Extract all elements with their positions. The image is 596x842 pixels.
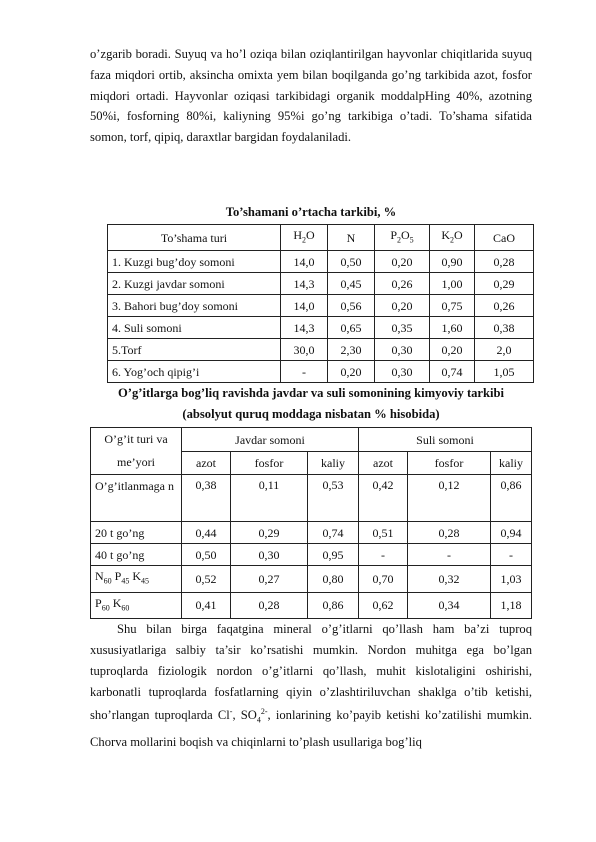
table-header-row bbox=[108, 224, 534, 250]
cell: 30,0 bbox=[281, 339, 328, 361]
subheader-nitrogen: azot bbox=[359, 451, 408, 475]
cell: 0,12 bbox=[408, 475, 491, 522]
header-rye-straw: Javdar somoni bbox=[182, 428, 359, 452]
row-label: 3. Bahori bug’doy somoni bbox=[108, 295, 281, 317]
cell: 0,26 bbox=[475, 295, 534, 317]
table2-title-line1: O’g’itlarga bog’liq ravishda javdar va suli somonining kimyoviy tarkibi bbox=[118, 386, 505, 401]
cell: 0,94 bbox=[491, 522, 532, 544]
header-bedding-type: To’shama turi bbox=[108, 224, 281, 250]
subheader-phosphorus: fosfor bbox=[408, 451, 491, 475]
row-label: O’g’itlanmaga n bbox=[91, 475, 182, 522]
cell: 0,26 bbox=[375, 273, 430, 295]
cell: 0,32 bbox=[408, 566, 491, 592]
cell: 0,28 bbox=[231, 592, 308, 618]
row-label-pk: $P_{60}$ $K_{60}$ bbox=[91, 592, 182, 618]
row-label: 20 t go’ng bbox=[91, 522, 182, 544]
cell: 0,62 bbox=[359, 592, 408, 618]
table2-title-line2: (absolyut quruq moddaga nisbatan % hisobida) bbox=[182, 407, 440, 422]
cell: 0,75 bbox=[430, 295, 475, 317]
cell: - bbox=[408, 544, 491, 566]
table2-title bbox=[90, 383, 532, 425]
cell: 0,42 bbox=[359, 475, 408, 522]
cell: 2,0 bbox=[475, 339, 534, 361]
cell: 0,38 bbox=[475, 317, 534, 339]
cell: 14,3 bbox=[281, 273, 328, 295]
cell: 0,28 bbox=[475, 251, 534, 273]
cell: 1,05 bbox=[475, 361, 534, 383]
cell: 0,80 bbox=[308, 566, 359, 592]
closing-paragraph: Shu bilan birga faqatgina mineral o’g’itlarni qo’llash ham ba’zi tuproq xususiyatlariga salbiy ta’sir ko’rsatishi mumkin. Nordon muhitga ega bo’lgan tuproqlarda fiziologik nordon o’g’itlarni qo’llash, muhit kislotaligini oshirishi, karbonatli tuproqlarda fosfatlarning qiyin o’zlashtiriluvchan shaklga o’tib ketishi, sho’rlangan tuproqlarda Cl-, $SO_4^{2-}$, ionlarining ko’payib ketishi ko’zatilishi mumkin. Chorva mollarini boqish va chiqinlarni to’plash usullariga bog’liq bbox=[90, 622, 532, 749]
table-row bbox=[91, 592, 532, 618]
cell: 0,90 bbox=[430, 251, 475, 273]
header-oat-straw: Suli somoni bbox=[359, 428, 532, 452]
row-label: 40 t go’ng bbox=[91, 544, 182, 566]
cell: 1,18 bbox=[491, 592, 532, 618]
cell: 0,50 bbox=[328, 251, 375, 273]
table1-title: To’shamani o’rtacha tarkibi, % bbox=[225, 204, 397, 219]
cell: 0,29 bbox=[475, 273, 534, 295]
cell: 0,28 bbox=[408, 522, 491, 544]
header-h2o: $H_2O$ bbox=[281, 224, 328, 250]
row-label: 6. Yog’och qipig’i bbox=[108, 361, 281, 383]
cell: 2,30 bbox=[328, 339, 375, 361]
cell: 0,30 bbox=[375, 361, 430, 383]
cell: 0,86 bbox=[491, 475, 532, 522]
header-fertilizer-type: O’g’it turi va me’yori bbox=[91, 428, 182, 475]
cell: 0,70 bbox=[359, 566, 408, 592]
cell: 14,0 bbox=[281, 251, 328, 273]
header-cao: CaO bbox=[475, 224, 534, 250]
table-row bbox=[91, 522, 532, 544]
cell: 1,03 bbox=[491, 566, 532, 592]
cell: 0,34 bbox=[408, 592, 491, 618]
cell: 0,41 bbox=[182, 592, 231, 618]
cell: 0,65 bbox=[328, 317, 375, 339]
cell: 0,20 bbox=[328, 361, 375, 383]
table-row bbox=[108, 361, 534, 383]
cell: 0,30 bbox=[231, 544, 308, 566]
subheader-potassium: kaliy bbox=[491, 451, 532, 475]
table-row bbox=[91, 566, 532, 592]
subheader-potassium: kaliy bbox=[308, 451, 359, 475]
row-label-npk: $N_{60}$ $P_{45}$ $K_{45}$ bbox=[91, 566, 182, 592]
cell: 1,60 bbox=[430, 317, 475, 339]
cell: 0,56 bbox=[328, 295, 375, 317]
cell: 0,20 bbox=[430, 339, 475, 361]
cell: 0,27 bbox=[231, 566, 308, 592]
cell: 0,44 bbox=[182, 522, 231, 544]
cell: 0,74 bbox=[308, 522, 359, 544]
cell: 0,53 bbox=[308, 475, 359, 522]
cell: 0,95 bbox=[308, 544, 359, 566]
cell: 0,86 bbox=[308, 592, 359, 618]
cell: 0,51 bbox=[359, 522, 408, 544]
cell: 0,30 bbox=[375, 339, 430, 361]
table-row bbox=[108, 295, 534, 317]
header-p2o5: $P_2O_5$ bbox=[375, 224, 430, 250]
cell: 0,50 bbox=[182, 544, 231, 566]
subheader-nitrogen: azot bbox=[182, 451, 231, 475]
cell: 0,74 bbox=[430, 361, 475, 383]
header-n: N bbox=[328, 224, 375, 250]
table-row bbox=[108, 251, 534, 273]
table-header-row bbox=[91, 428, 532, 452]
cell: 14,3 bbox=[281, 317, 328, 339]
table-row bbox=[108, 339, 534, 361]
cell: 0,52 bbox=[182, 566, 231, 592]
table-row bbox=[108, 317, 534, 339]
row-label: 4. Suli somoni bbox=[108, 317, 281, 339]
cell: 0,29 bbox=[231, 522, 308, 544]
table-row bbox=[108, 273, 534, 295]
cell: 0,38 bbox=[182, 475, 231, 522]
fertilizer-straw-composition-table bbox=[90, 427, 532, 619]
cell: 0,20 bbox=[375, 295, 430, 317]
subheader-phosphorus: fosfor bbox=[231, 451, 308, 475]
cell: - bbox=[359, 544, 408, 566]
cell: 0,11 bbox=[231, 475, 308, 522]
table-row bbox=[91, 475, 532, 522]
intro-paragraph: o’zgarib boradi. Suyuq va ho’l oziqa bilan oziqlantirilgan hayvonlar chiqitlarida suyuq faza miqdori ortib, aksincha omixta yem bilan boqilganda go’ng tarkibida azot, fosfor miqdori ortadi. Hayvonlar oziqasi tarkibidagi organik moddalpHing 40%, azotning 50%i, fosforning 80%i, kaliyning 95%i go’ng tarkibiga o’tadi. To’shama sifatida somon, torf, qipiq, daraxtlar bargidan foydalaniladi. bbox=[90, 47, 532, 145]
cell: 1,00 bbox=[430, 273, 475, 295]
cell: 0,45 bbox=[328, 273, 375, 295]
row-label: 1. Kuzgi bug’doy somoni bbox=[108, 251, 281, 273]
cell: - bbox=[281, 361, 328, 383]
bedding-composition-table bbox=[107, 224, 534, 383]
row-label: 2. Kuzgi javdar somoni bbox=[108, 273, 281, 295]
document-page bbox=[90, 44, 532, 753]
header-k2o: $K_2O$ bbox=[430, 224, 475, 250]
cell: 0,20 bbox=[375, 251, 430, 273]
cell: - bbox=[491, 544, 532, 566]
cell: 14,0 bbox=[281, 295, 328, 317]
row-label: 5.Torf bbox=[108, 339, 281, 361]
table-row bbox=[91, 544, 532, 566]
cell: 0,35 bbox=[375, 317, 430, 339]
